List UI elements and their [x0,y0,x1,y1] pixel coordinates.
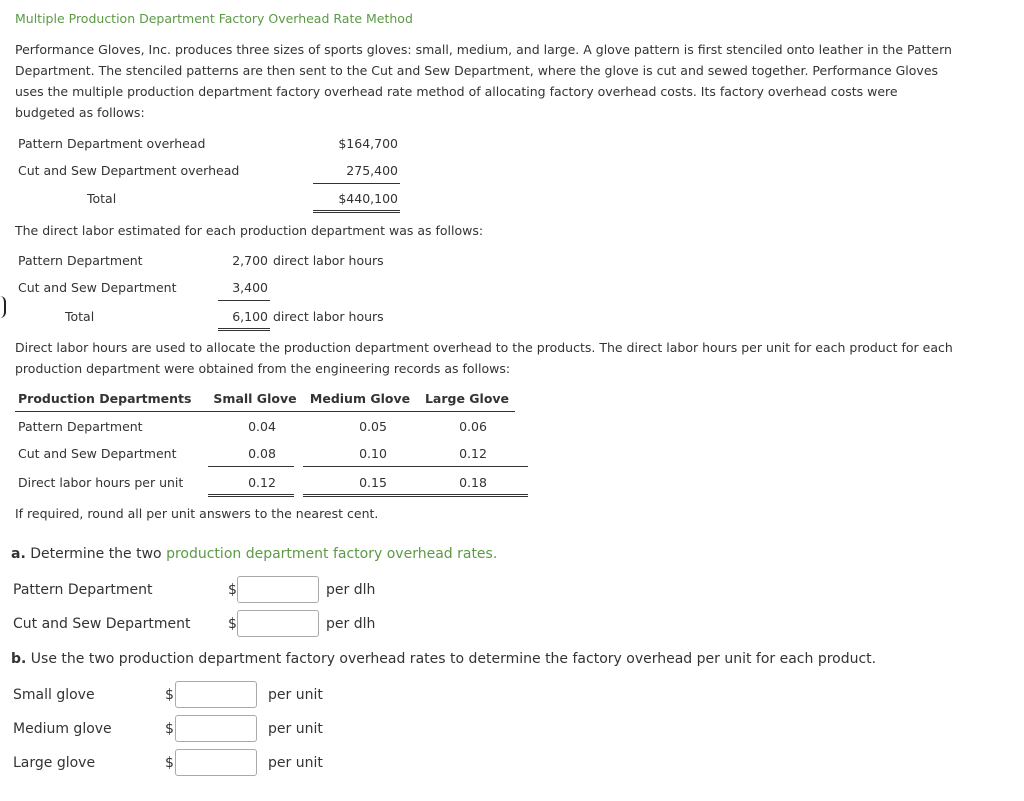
currency-symbol: $ [165,755,174,771]
table-subtotal-rule [418,466,528,467]
table-cell: 0.08 [248,446,276,461]
part-a-row-label: Cut and Sew Department [13,616,191,632]
table-cell: 0.15 [359,475,387,490]
table-cell: 0.04 [248,419,276,434]
labor-total-unit: direct labor hours [273,309,384,324]
small-glove-input[interactable] [175,681,257,708]
part-b-row-label: Medium glove [13,721,112,737]
glossary-link-overhead-rates[interactable]: production department factory overhead rates. [166,546,498,562]
table-cell: 0.12 [248,475,276,490]
labor-row-unit: direct labor hours [273,253,384,268]
table-row-label: Pattern Department [18,419,143,434]
overhead-subtotal-rule [313,183,400,184]
labor-row-value: 3,400 [232,280,268,295]
part-b-row-label: Small glove [13,687,95,703]
table-cell: 0.12 [459,446,487,461]
part-a-question [11,546,497,562]
table-cell: 0.05 [359,419,387,434]
part-b-letter: b. [11,651,27,667]
left-edge-bracket [0,296,6,318]
large-glove-input[interactable] [175,749,257,776]
unit-label: per unit [268,687,323,703]
unit-label: per dlh [326,616,376,632]
allocation-intro: Direct labor hours are used to allocate the production department overhead to the products. The direct labor hours per unit for each product for each production department were obtained from the engineering records as follows: [15,340,953,376]
table-cell: 0.18 [459,475,487,490]
currency-symbol: $ [228,616,237,632]
part-b-question [11,651,876,667]
table-row-label: Cut and Sew Department [18,446,177,461]
part-a-text: Determine the two [30,546,162,562]
part-b-text: Use the two production department factory overhead rates to determine the factory overhead per unit for each product. [30,651,877,667]
overhead-total-value: $440,100 [338,191,398,206]
pattern-rate-input[interactable] [237,576,319,603]
labor-row-value: 2,700 [232,253,268,268]
table-subtotal-rule [208,466,294,467]
overhead-total-label: Total [87,191,117,206]
intro-paragraph: Performance Gloves, Inc. produces three sizes of sports gloves: small, medium, and large. A glove pattern is first stenciled onto leather in the Pattern Department. The stenciled patterns are then sent to the Cut and Sew Department, where the glove is cut and sewed together. Performance Gloves uses the multiple production department factory overhead rate method of allocating factory overhead costs. Its factory overhead costs were budgeted as follows: [15,42,952,120]
rounding-note: If required, round all per unit answers to the nearest cent. [15,506,379,521]
table-header-large: Large Glove [424,391,510,406]
labor-total-label: Total [65,309,95,324]
overhead-total-double-rule [313,210,400,213]
labor-subtotal-rule [218,300,270,301]
labor-row-label: Cut and Sew Department [18,280,177,295]
cut-sew-rate-input[interactable] [237,610,319,637]
table-total-double-rule [208,494,294,497]
table-row-label: Direct labor hours per unit [18,475,184,490]
currency-symbol: $ [228,582,237,598]
page-title: Multiple Production Department Factory Overhead Rate Method [15,11,413,26]
unit-label: per unit [268,721,323,737]
table-cell: 0.06 [459,419,487,434]
overhead-row-label: Pattern Department overhead [18,136,206,151]
table-header-small: Small Glove [213,391,297,406]
table-header-departments: Production Departments [18,391,192,406]
medium-glove-input[interactable] [175,715,257,742]
table-total-double-rule [418,494,528,497]
labor-intro: The direct labor estimated for each production department was as follows: [15,223,484,238]
overhead-row-label: Cut and Sew Department overhead [18,163,240,178]
table-header-medium: Medium Glove [309,391,411,406]
part-a-row-label: Pattern Department [13,582,153,598]
labor-total-double-rule [218,328,270,331]
labor-row-label: Pattern Department [18,253,143,268]
part-b-row-label: Large glove [13,755,96,771]
part-a-letter: a. [11,546,26,562]
unit-label: per unit [268,755,323,771]
overhead-row-value: 275,400 [346,163,398,178]
unit-label: per dlh [326,582,376,598]
overhead-row-value: $164,700 [338,136,398,151]
currency-symbol: $ [165,687,174,703]
currency-symbol: $ [165,721,174,737]
table-cell: 0.10 [359,446,387,461]
table-header-rule [15,411,515,412]
labor-total-value: 6,100 [232,309,268,324]
